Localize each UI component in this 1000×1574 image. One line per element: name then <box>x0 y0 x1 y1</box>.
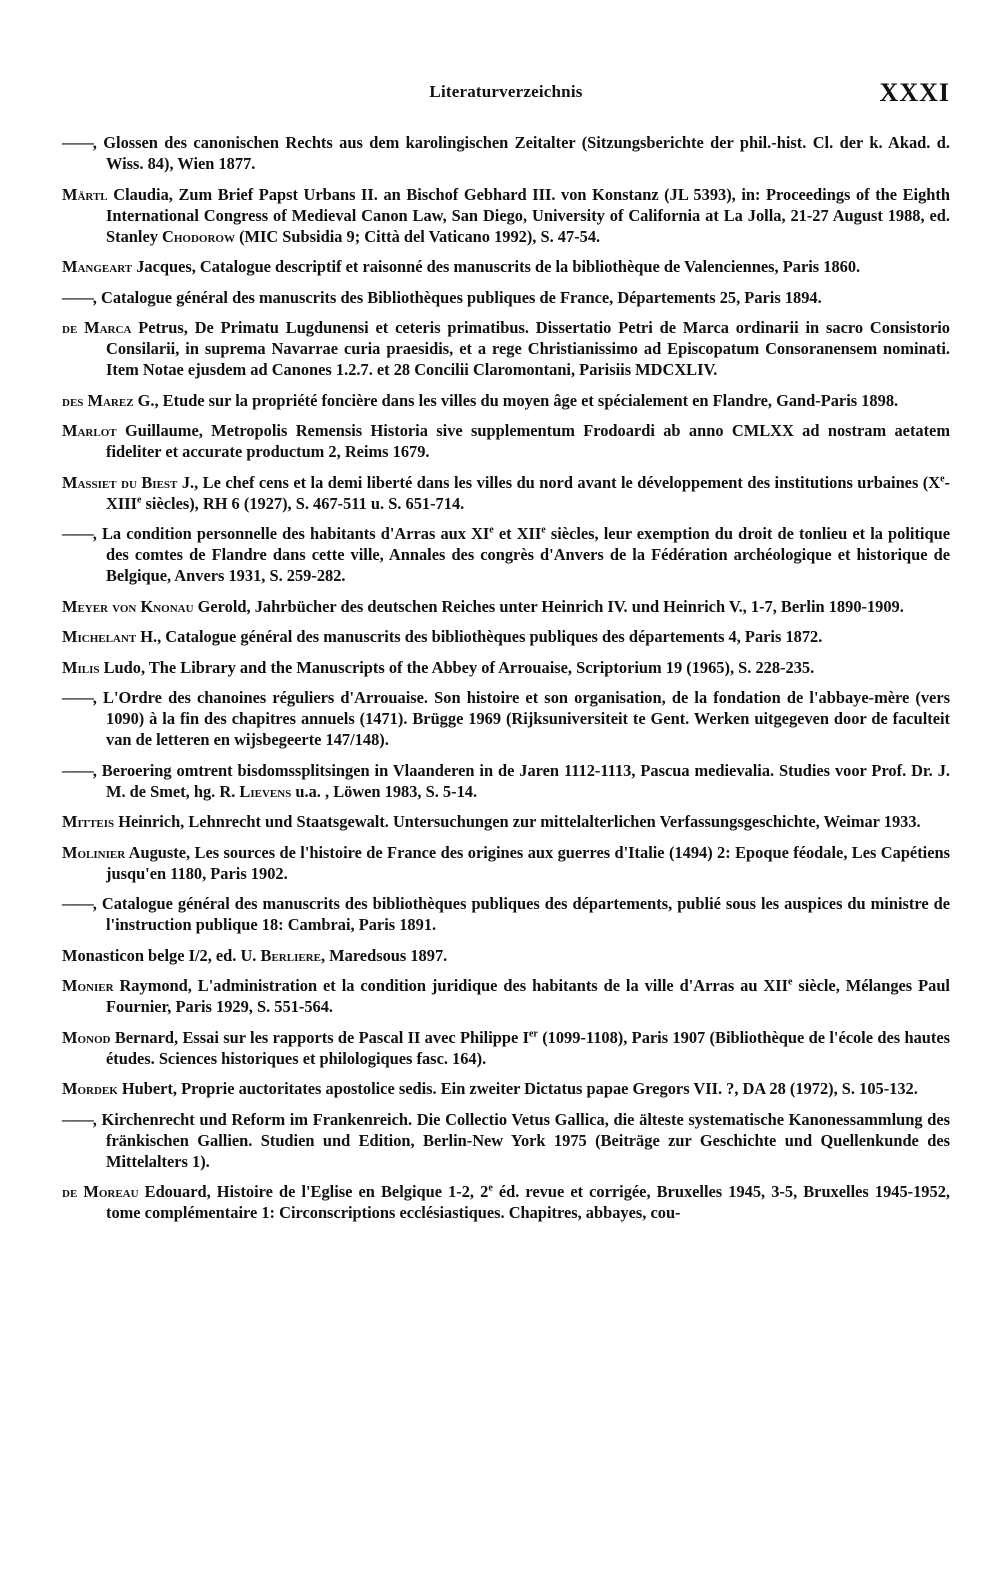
entry-text: et XII <box>493 524 542 543</box>
bibliography-entry <box>62 811 950 832</box>
bibliography-entry <box>62 1078 950 1099</box>
bibliography-entry <box>62 596 950 617</box>
entry-text: Hubert, Proprie auctoritates apostolice sedis. Ein zweiter Dictatus papae Gregors VII. ?, DA 28 (1972), S. 105-132. <box>117 1079 918 1098</box>
ditto-dash: —— <box>62 760 93 780</box>
author-name: Chodorow <box>162 226 235 246</box>
author-name: Molinier <box>62 842 126 862</box>
entry-text: Ludo, The Library and the Manuscripts of the Abbey of Arrouaise, Scriptorium 19 (1965), S. 228-235. <box>99 657 815 677</box>
entry-text: , L'Ordre des chanoines réguliers d'Arrouaise. Son histoire et son organisation, de la fondation de l'abbaye-mère (vers 1090) à la fin des chapitres annuels (1471). Brügge 1969 (Rijksuniversiteit te Gent. Werken uitgegeven door de faculteit van de letteren en wijsbegeerte 147/148). <box>92 688 950 749</box>
author-name: Lievens <box>239 781 292 801</box>
bibliography-entry <box>62 893 950 935</box>
author-name: Marlot <box>62 421 117 440</box>
author-name: Mordek <box>62 1079 118 1098</box>
entry-text: (MIC Subsidia 9; Città del Vaticano 1992), S. 47-54. <box>234 226 601 246</box>
superscript: er <box>528 1028 538 1040</box>
author-name: Mitteis <box>62 812 115 831</box>
ditto-dash: —— <box>62 688 93 707</box>
author-name: Berliere <box>260 945 321 965</box>
superscript: e <box>541 524 546 536</box>
author-name: Marez <box>87 390 134 410</box>
entry-text: Petrus, De Primatu Lugdunensi et ceteris primatibus. Dissertatio Petri de Marca ordinarii in sacro Consistorio Consilarii, in suprema Navarrae curia praesidis, et a rege Christianissimo ad Episcopatum Consoranensem nominati. Item Notae ejusdem ad Canones 1.2.7. et 28 Concilii Claromontani, Parisiis MDCXLIV. <box>106 318 950 379</box>
author-name: Milis <box>62 657 100 677</box>
entry-text: (1099-1108), Paris 1907 (Bibliothèque de l'école des hautes études. Sciences historiques et philologiques fasc. 164). <box>106 1027 950 1068</box>
author-name: Mangeart <box>62 257 133 276</box>
superscript: e <box>489 524 494 536</box>
entry-text: , La condition personnelle des habitants d'Arras aux XI <box>92 524 490 543</box>
superscript: e <box>940 473 945 485</box>
ditto-dash: —— <box>62 133 93 152</box>
bibliography-entry <box>62 523 950 586</box>
superscript: e <box>136 494 142 506</box>
bibliography-entry <box>62 842 950 884</box>
entry-text: Claudia, Zum Brief Papst Urbans II. an Bischof Gebhard III. von Konstanz (JL 5393), in: Proceedings of the Eighth International Congress of Medieval Canon Law, San Diego, University of California at La Jolla, 21-27 August 1988, ed. Stanley <box>106 184 950 246</box>
entry-text: -XIII <box>106 472 950 513</box>
superscript: e <box>488 1182 493 1194</box>
bibliography-entry <box>62 626 950 647</box>
page-number: XXXI <box>879 78 950 107</box>
bibliography-entry <box>62 760 950 802</box>
entry-text: , Kirchenrecht und Reform im Frankenreich. Die Collectio Vetus Gallica, die älteste systematische Kanonessammlung des fränkischen Gallien. Studien und Edition, Berlin-New York 1975 (Beiträge zur Geschichte und Quellenkunde des Mittelalters 1). <box>92 1109 950 1171</box>
entry-text: éd. revue et corrigée, Bruxelles 1945, 3-5, Bruxelles 1945-1952, tome complémentaire 1: Circonscriptions ecclésiastiques. Chapitres, abbayes, cou- <box>106 1182 950 1222</box>
bibliography-entry <box>62 420 950 462</box>
entry-text: Guillaume, Metropolis Remensis Historia sive supplementum Frodoardi ab anno CMLXX ad nostram aetatem fideliter et accurate productum 2, Reims 1679. <box>106 421 950 461</box>
bibliography-entry <box>62 317 950 380</box>
entry-text: , Catalogue général des manuscrits des bibliothèques publiques des départements, publié sous les auspices du ministre de l'instruction publique 18: Cambrai, Paris 1891. <box>92 894 950 934</box>
entry-text: J., Le chef cens et la demi liberté dans les villes du nord avant le développement des institutions urbaines (X <box>177 472 941 492</box>
running-title: Literaturverzeichnis <box>429 82 583 101</box>
ditto-dash: —— <box>62 524 93 543</box>
bibliography-entry <box>62 1181 950 1223</box>
author-name: Monier <box>62 976 114 995</box>
bibliography-entry <box>62 184 950 247</box>
bibliography-entry <box>62 132 950 174</box>
bibliography-entry <box>62 256 950 277</box>
author-name: Märtl <box>62 184 108 204</box>
ditto-dash: —— <box>62 894 93 913</box>
author-particle: de <box>62 318 85 337</box>
entry-text: Edouard, Histoire de l'Eglise en Belgique 1-2, 2 <box>138 1182 489 1201</box>
ditto-dash: —— <box>62 1109 93 1129</box>
author-name: Meyer von Knonau <box>62 596 194 616</box>
bibliography-entry <box>62 472 950 514</box>
bibliography-entry <box>62 1109 950 1172</box>
entry-text: Raymond, L'administration et la condition juridique des habitants de la ville d'Arras au XII <box>113 976 789 995</box>
entry-text: G., Etude sur la propriété foncière dans les villes du moyen âge et spécialement en Flandre, Gand-Paris 1898. <box>133 390 899 410</box>
bibliography-entry <box>62 1027 950 1069</box>
entry-text: Jacques, Catalogue descriptif et raisonné des manuscrits de la bibliothèque de Valenciennes, Paris 1860. <box>132 257 861 276</box>
author-name: Michelant <box>62 627 137 646</box>
entry-text: Gerold, Jahrbücher des deutschen Reiches unter Heinrich IV. und Heinrich V., 1-7, Berlin 1890-1909. <box>193 596 904 616</box>
entry-text: , Maredsous 1897. <box>320 945 448 965</box>
bibliography-list <box>62 132 950 1233</box>
ditto-dash: —— <box>62 287 93 307</box>
author-particle: de <box>62 1182 84 1201</box>
entry-text: siècles, leur exemption du droit de tonlieu et la politique des comtes de Flandre dans cette ville, Annales des congrès d'Anvers de la Fédération archéologique et historique de Belgique, Anvers 1931, S. 259-282. <box>106 524 950 585</box>
bibliography-entry <box>62 657 950 678</box>
entry-text: , Catalogue général des manuscrits des Bibliothèques publiques de France, Départements 25, Paris 1894. <box>92 287 822 307</box>
author-name: Massiet du Biest <box>62 472 178 492</box>
author-name: Marca <box>84 318 132 337</box>
author-name: Moreau <box>83 1182 139 1201</box>
bibliography-entry <box>62 687 950 750</box>
entry-text: , Beroering omtrent bisdomssplitsingen in Vlaanderen in de Jaren 1112-1113, Pascua medievalia. Studies voor Prof. Dr. J. M. de Smet, hg. R. <box>92 760 950 801</box>
bibliography-entry <box>62 287 950 308</box>
entry-text: Auguste, Les sources de l'histoire de France des origines aux guerres d'Italie (1494) 2: Epoque féodale, Les Capétiens jusqu'en 1180, Paris 1902. <box>106 842 950 883</box>
bibliography-entry <box>62 945 950 966</box>
entry-text: siècles), RH 6 (1927), S. 467-511 u. S. 651-714. <box>141 493 465 513</box>
page-header <box>60 78 952 114</box>
author-particle: des <box>62 390 88 410</box>
entry-text: Heinrich, Lehnrecht und Staatsgewalt. Untersuchungen zur mittelalterlichen Verfassungsgeschichte, Weimar 1933. <box>114 812 921 831</box>
entry-text: H., Catalogue général des manuscrits des bibliothèques publiques des départements 4, Paris 1872. <box>136 627 823 646</box>
entry-text: , Glossen des canonischen Rechts aus dem karolingischen Zeitalter (Sitzungsberichte der phil.-hist. Cl. der k. Akad. d. Wiss. 84), Wien 1877. <box>92 133 950 173</box>
bibliography-entry <box>62 390 950 411</box>
entry-text: u.a. , Löwen 1983, S. 5-14. <box>291 781 478 801</box>
entry-text: siècle, Mélanges Paul Fournier, Paris 1929, S. 551-564. <box>106 976 950 1016</box>
author-name: Monod <box>62 1027 111 1047</box>
bibliography-entry <box>62 975 950 1017</box>
superscript: e <box>788 976 793 988</box>
entry-text: Monasticon belge I/2, ed. U. <box>62 945 261 965</box>
entry-text: Bernard, Essai sur les rapports de Pascal II avec Philippe I <box>110 1027 529 1047</box>
